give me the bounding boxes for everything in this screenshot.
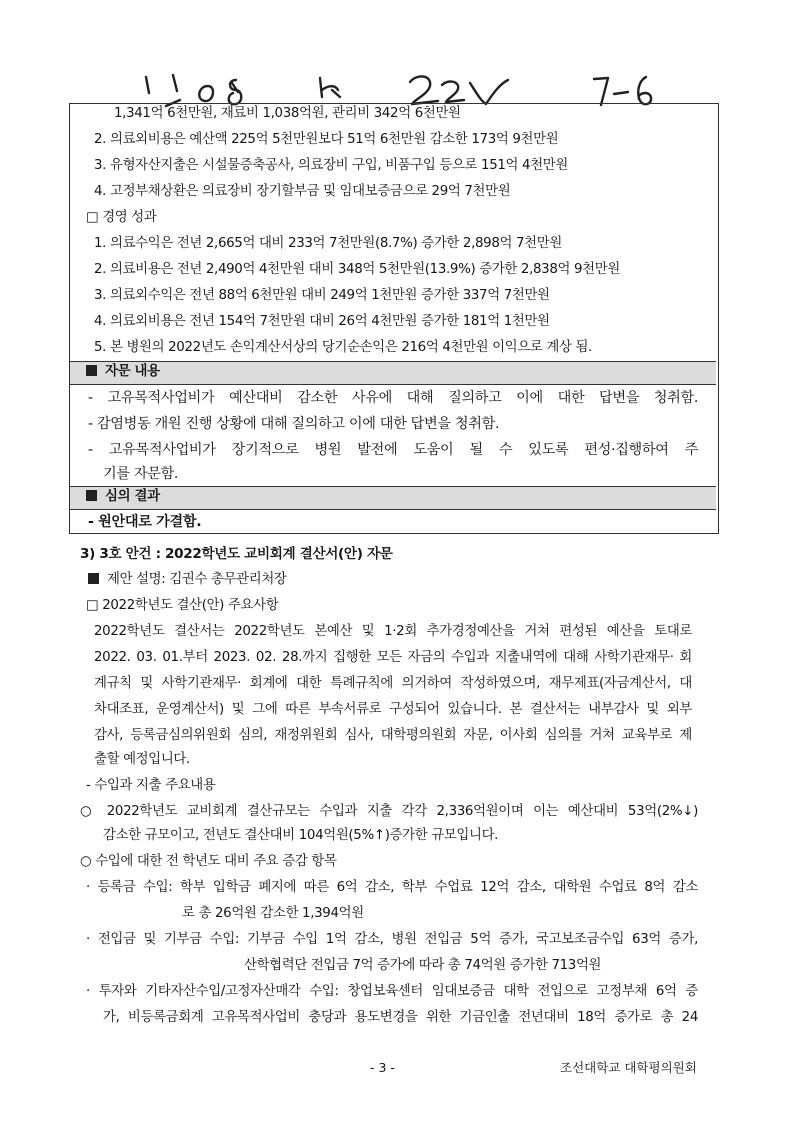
agenda3-investment-2: 가, 비등록금회계 고유목적사업비 충당과 용도변경을 위한 기금인출 전년대비 18억 증가로 총 24 [103, 1010, 698, 1025]
item-4: 4. 고정부채상환은 의료장비 장기할부금 및 임대보증금으로 29억 7천만원 [94, 184, 511, 199]
performance-item-2: 2. 의료비용은 전년 2,490억 4천만원 대비 348억 5천만원(13.9%) 증가한 2,838억 9천만원 [94, 262, 620, 277]
deliberation-result: - 원안대로 가결함. [88, 514, 202, 530]
performance-item-3: 3. 의료외수익은 전년 88억 6천만원 대비 249억 1천만원 증가한 337억 7천만원 [94, 288, 550, 303]
square-bullet-icon [86, 490, 97, 501]
agenda3-transfer-1: · 전입금 및 기부금 수입: 기부금 수입 1억 감소, 병원 전입금 5억 증가, 국고보조금수입 63억 증가, [86, 932, 698, 947]
item-2: 2. 의료외비용은 예산액 225억 5천만원보다 51억 6천만원 감소한 173억 9천만원 [94, 132, 559, 147]
advisory-item-3: - 고유목적사업비가 장기적으로 병원 발전에 도움이 될 수 있도록 편성·집행하여 주 [88, 442, 698, 458]
advisory-item-1: - 고유목적사업비가 예산대비 감소한 사유에 대해 질의하고 이에 대한 답변을 청취함. [88, 390, 698, 406]
agenda3-sub-heading: - 수입과 지출 주요내용 [86, 778, 216, 793]
item-3: 3. 유형자산지출은 시설물증축공사, 의료장비 구입, 비품구입 등으로 151억 4천만원 [94, 158, 568, 173]
agenda3-paragraph-6: 출할 예정입니다. [94, 752, 190, 767]
agenda3-tuition-2: 로 총 26억원 감소한 1,394억원 [182, 906, 364, 921]
agenda3-scale-1: ○ 2022학년도 교비회계 결산규모는 수입과 지출 각각 2,336억원이며 이는 예산대비 53억(2%↓) [80, 804, 698, 819]
advisory-header-shade [70, 361, 716, 385]
agenda3-paragraph-2: 2022. 03. 01.부터 2023. 02. 28.까지 집행한 모든 자금의 수입과 지출내역에 대해 사학기관재무· 회 [94, 650, 692, 665]
agenda3-title: 3) 3호 안건 : 2022학년도 교비회계 결산서(안) 자문 [80, 546, 393, 562]
advisory-heading: 자문 내용 [105, 364, 160, 379]
deliberation-heading-row [86, 487, 160, 507]
agenda3-scale-2: 감소한 규모이고, 전년도 결산대비 104억원(5%↑)증가한 규모입니다. [103, 828, 499, 843]
advisory-heading-row [86, 362, 160, 382]
agenda3-paragraph-5: 감사, 등록금심의위원회 심의, 재정위원회 심사, 대학평의원회 자문, 이사회 심의를 거쳐 교육부로 제 [94, 728, 692, 743]
agenda3-transfer-2: 산학협력단 전입금 7억 증가에 따라 총 74억원 증가한 713억원 [244, 958, 602, 973]
continued-line: 1,341억 6천만원, 재료비 1,038억원, 관리비 342억 6천만원 [114, 106, 461, 121]
square-bullet-icon [86, 365, 97, 376]
agenda3-investment-1: · 투자와 기타자산수입/고정자산매각 수입: 창업보육센터 임대보증금 대학 전입으로 고정부채 6억 증 [86, 984, 698, 999]
performance-item-1: 1. 의료수익은 전년 2,665억 대비 233억 7천만원(8.7%) 증가한 2,898억 7천만원 [94, 236, 562, 251]
performance-item-4: 4. 의료외비용은 전년 154억 7천만원 대비 26억 4천만원 증가한 181억 1천만원 [94, 314, 550, 329]
performance-item-5: 5. 본 병원의 2022년도 손익계산서상의 당기순손익은 216억 4천만원 이익으로 계상 됨. [94, 340, 592, 355]
page-number: - 3 - [370, 1060, 395, 1075]
handwriting-note: 1,048 Uk 200 7-6 [0, 60, 9, 61]
deliberation-header-shade [70, 486, 716, 510]
agenda3-main-heading: □ 2022학년도 결산(안) 주요사항 [86, 598, 279, 613]
agenda3-presenter-row [88, 570, 287, 590]
advisory-item-3-cont: 기를 자문함. [103, 466, 179, 482]
footer-organization: 조선대학교 대학평의원회 [560, 1060, 697, 1075]
agenda3-paragraph-1: 2022학년도 결산서는 2022학년도 본예산 및 1·2회 추가경정예산을 거쳐 편성된 예산을 토대로 [94, 624, 692, 639]
deliberation-heading: 심의 결과 [105, 489, 160, 504]
square-bullet-icon [88, 573, 99, 584]
performance-heading: □ 경영 성과 [86, 210, 157, 225]
agenda3-tuition-1: · 등록금 수입: 학부 입학금 폐지에 따른 6억 감소, 학부 수업료 12억 감소, 대학원 수업료 8억 감소 [86, 880, 698, 895]
agenda3-presenter: 제안 설명: 김권수 총무관리처장 [107, 572, 287, 587]
agenda3-change-heading: ○ 수입에 대한 전 학년도 대비 주요 증감 항목 [80, 854, 337, 869]
advisory-item-2: - 감염병동 개원 진행 상황에 대해 질의하고 이에 대한 답변을 청취함. [88, 416, 500, 432]
agenda3-paragraph-4: 차대조표, 운영계산서) 및 그에 따른 부속서류로 구성되어 있습니다. 본 결산서는 내부감사 및 외부 [94, 702, 693, 717]
agenda3-paragraph-3: 계규칙 및 사학기관재무· 회계에 대한 특례규칙에 의거하여 작성하였으며, 재무제표(자금계산서, 대 [94, 676, 692, 691]
